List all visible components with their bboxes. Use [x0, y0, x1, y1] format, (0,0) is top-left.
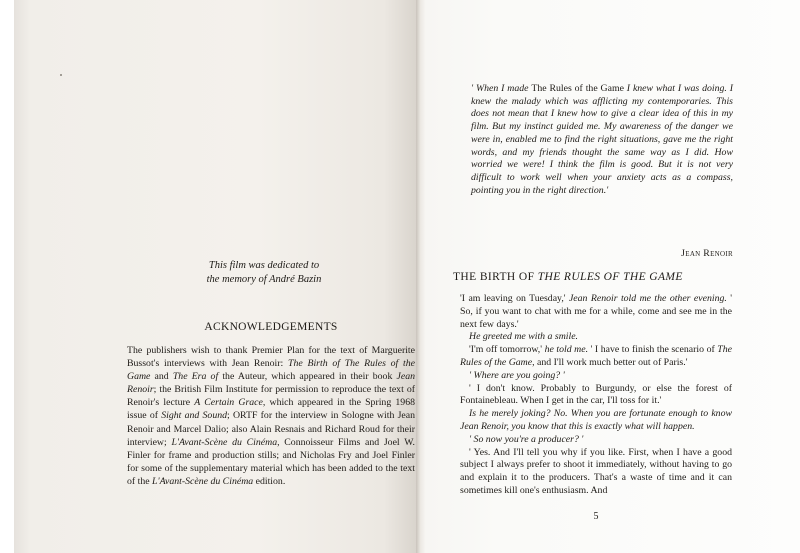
speech: ' I have to finish the scenario of — [588, 344, 718, 356]
dedication-line-2: the memory of André Bazin — [206, 274, 322, 285]
narration: he told me. — [544, 344, 589, 356]
epigraph-signature: Jean Renoir — [681, 248, 733, 259]
paragraph — [460, 434, 732, 447]
ack-text: ; ORTF for the interview in Sologne with Jean Renoir and Marcel Dalio; also Alain Resnais and Richard Roud for their interview; — [127, 410, 415, 448]
paragraph — [460, 344, 732, 370]
epigraph-quote — [471, 83, 733, 197]
epigraph-text: I knew what I was doing. I knew the malady which was afflicting my contemporaries. This does not mean that I knew how to give a clear idea of this in my film. But my instinct guided me. My awareness of the danger we were in, enabled me to find the right situations, gave me the right words, and my friends thought the same way as I did. How worried we were! I think the film is good. But it is not very difficult to work well when your anxiety acts as a compass, pointing you in the right direction.' — [471, 83, 734, 196]
dedication-line-1: This film was dedicated to — [208, 260, 320, 271]
section-title-film: THE RULES OF THE GAME — [537, 271, 683, 283]
ack-title: Jean Renoir — [127, 371, 415, 396]
page-number: 5 — [593, 511, 599, 522]
ack-text: edition. — [253, 475, 286, 487]
ack-title: L'Avant-Scène du Cinéma — [152, 475, 254, 487]
ack-title: A Certain Grace — [194, 397, 263, 409]
ack-text: the Auteur, which appeared in their book — [218, 371, 397, 383]
ack-text: , Connoisseur Films and Joel W. Finler for frame and production stills; and Nicholas Fry and Joel Finler for some of the supplementary material which has been added to the text of the — [127, 436, 415, 487]
paragraph — [460, 447, 732, 498]
section-title — [453, 271, 753, 283]
paragraph — [460, 408, 732, 434]
narration: Jean Renoir told me the other evening. — [568, 293, 727, 304]
speech: 'I am leaving on Tuesday,' — [460, 293, 569, 304]
ack-title: Sight and Sound — [161, 410, 228, 422]
speech: , and I'll work much better out of Paris.' — [532, 356, 688, 368]
paragraph — [460, 331, 732, 344]
dedication — [134, 259, 394, 287]
paper-speck — [60, 74, 62, 76]
ack-text: ; the British Film Institute for permission to reproduce the text of Renoir's lecture — [127, 384, 415, 409]
section-title-text: THE BIRTH OF — [453, 271, 538, 283]
speech: ' I don't know. Probably to Burgundy, or else the forest of Fontainebleau. When I get in the car, I'll toss for it.' — [460, 382, 732, 407]
speech: ' So, if you want to chat with me for a while, come and see me in the next few days.' — [460, 293, 733, 330]
paragraph — [460, 370, 732, 383]
ack-text: and — [150, 371, 173, 383]
acknowledgements-heading: ACKNOWLEDGEMENTS — [204, 321, 338, 333]
ack-text: The publishers wish to thank Premier Plan for the text of Marguerite Bussot's interviews with Jean Renoir: — [127, 345, 415, 370]
narration: He greeted me with a smile. — [469, 331, 579, 343]
question: ' So now you're a producer? ' — [469, 433, 584, 445]
right-page — [426, 0, 800, 553]
ack-text: , which appeared in the Spring 1968 issue of — [127, 397, 416, 422]
speech: 'I'm off tomorrow,' — [469, 344, 545, 356]
speech: ' Yes. And I'll tell you why if you like. First, when I have a good subject I always prefer to shoot it immediately, without having to go and explain it to the producers. That's a waste of time and it can sometimes kill one's enthusiasm. And — [460, 446, 732, 496]
left-page — [14, 0, 416, 553]
paragraph — [460, 383, 732, 409]
ack-title: L'Avant-Scène du Cinéma — [171, 436, 278, 448]
ack-title: The Birth of The Rules of the Game — [127, 358, 415, 383]
narration: Is he merely joking? No. When you are fortunate enough to know Jean Renoir, you know that this is exactly what will happen. — [460, 408, 732, 432]
book-gutter — [416, 0, 426, 553]
epigraph-film-title: The Rules of the Game — [531, 83, 624, 94]
epigraph-text: ' When I made — [471, 83, 532, 94]
paragraph — [460, 293, 732, 331]
question: ' Where are you going? ' — [469, 369, 565, 381]
film-title: The Rules of the Game — [460, 344, 732, 368]
acknowledgements-body — [127, 344, 415, 488]
interview-text — [460, 293, 732, 498]
ack-title: The Era of — [172, 371, 219, 383]
